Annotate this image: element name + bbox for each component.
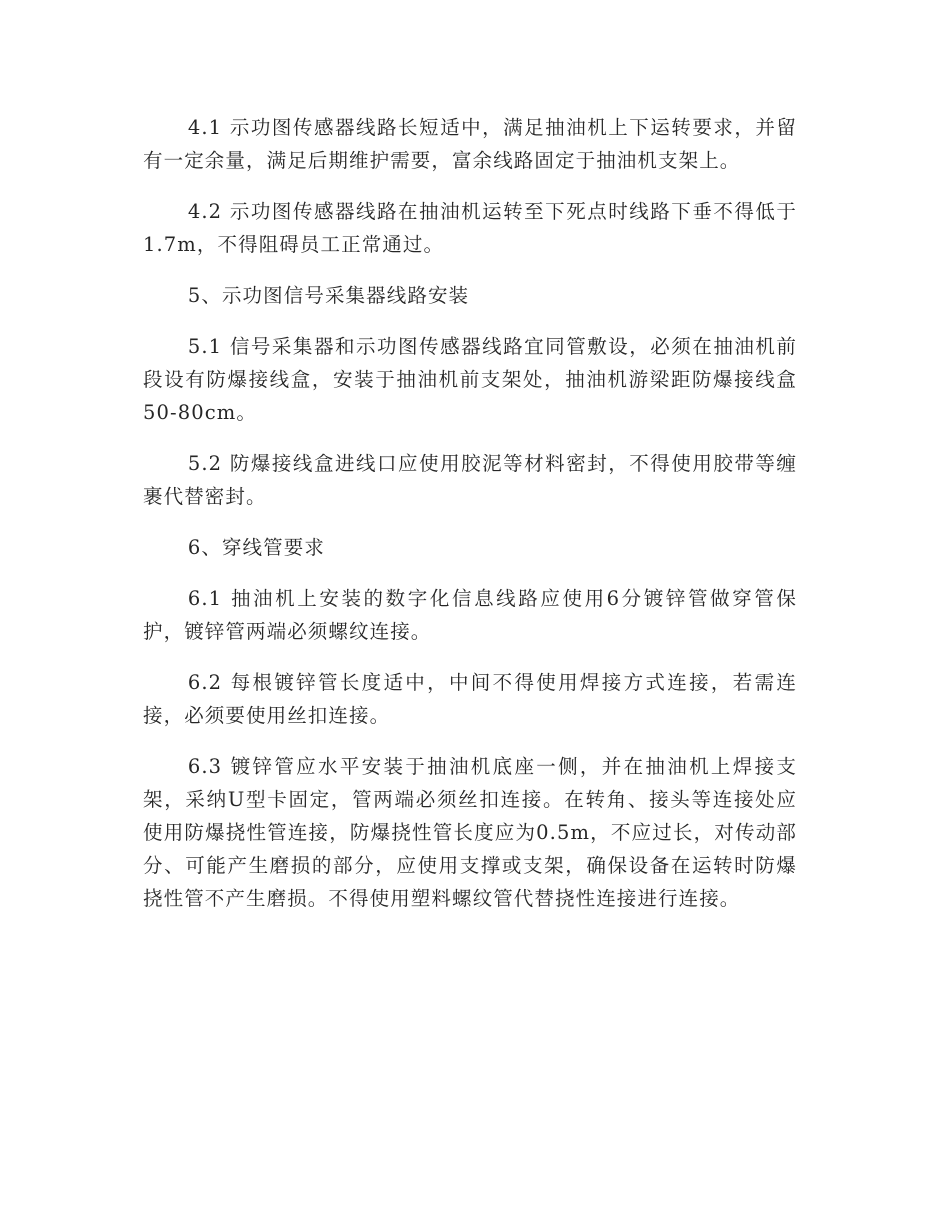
paragraph-6-1: 6.1 抽油机上安装的数字化信息线路应使用6分镀锌管做穿管保护，镀锌管两端必须螺纹连接。: [143, 587, 797, 643]
paragraph-6-3: 6.3 镀锌管应水平安装于抽油机底座一侧，并在抽油机上焊接支架，采纳U型卡固定，管两端必须丝扣连接。在转角、接头等连接处应使用防爆挠性管连接，防爆挠性管长度应为0.5m，不应过长，对传动部分、可能产生磨损的部分，应使用支撑或支架，确保设备在运转时防爆挠性管不产生磨损。不得使用塑料螺纹管代替挠性连接进行连接。: [143, 755, 797, 910]
document-body: [143, 111, 797, 933]
section-heading-5: 5、示功图信号采集器线路安装: [187, 284, 470, 307]
paragraph-5-2: 5.2 防爆接线盒进线口应使用胶泥等材料密封，不得使用胶带等缠裹代替密封。: [143, 452, 797, 508]
section-heading-6: 6、穿线管要求: [187, 536, 325, 559]
paragraph-4-1: 4.1 示功图传感器线路长短适中，满足抽油机上下运转要求，并留有一定余量，满足后期维护需要，富余线路固定于抽油机支架上。: [143, 116, 797, 172]
paragraph-4-2: 4.2 示功图传感器线路在抽油机运转至下死点时线路下垂不得低于1.7m，不得阻碍员工正常通过。: [143, 200, 797, 256]
paragraph-5-1: 5.1 信号采集器和示功图传感器线路宜同管敷设，必须在抽油机前段设有防爆接线盒，安装于抽油机前支架处，抽油机游梁距防爆接线盒50-80cm。: [143, 335, 797, 424]
paragraph-6-2: 6.2 每根镀锌管长度适中，中间不得使用焊接方式连接，若需连接，必须要使用丝扣连接。: [143, 671, 797, 727]
